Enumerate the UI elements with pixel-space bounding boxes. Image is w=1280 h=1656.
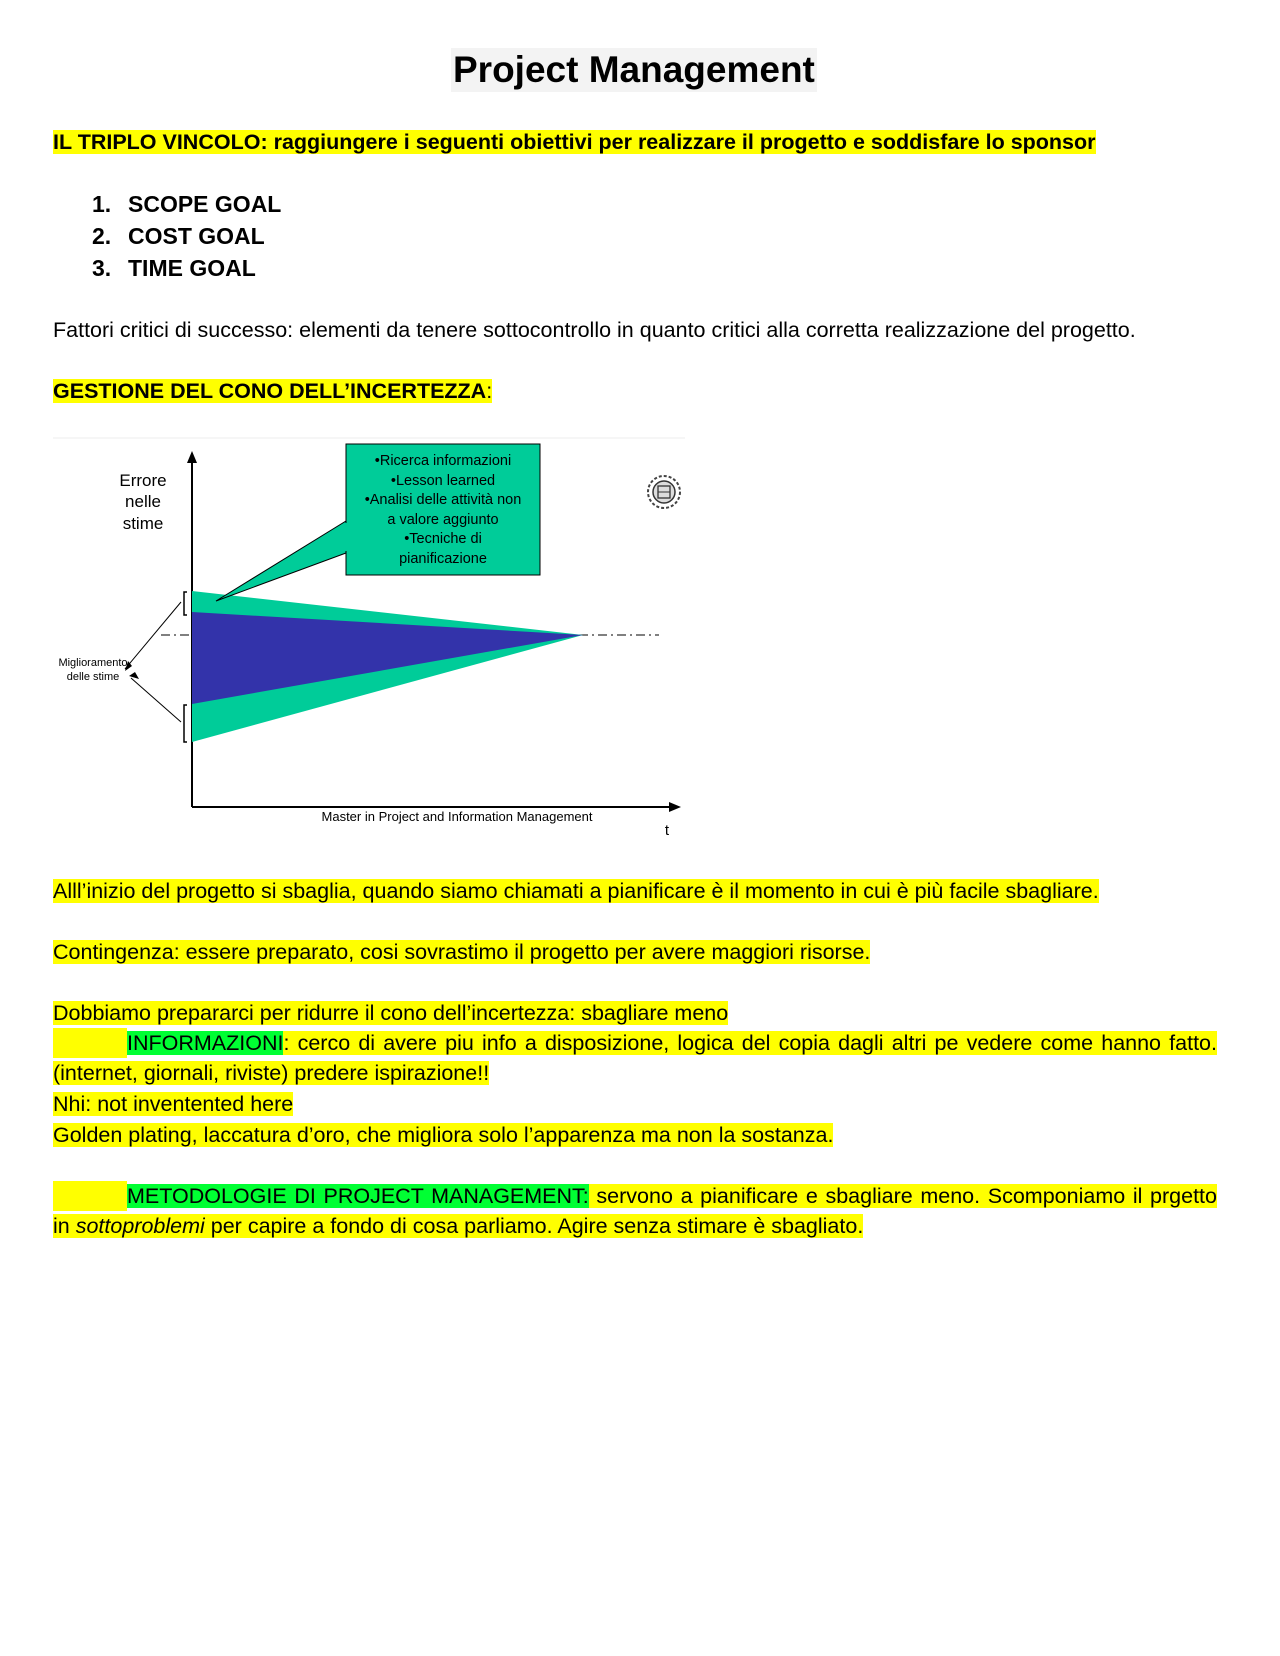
x-axis-label: t: [664, 822, 670, 839]
paragraph-contingenza: Contingenza: essere preparato, cosi sovrastimo il progetto per avere maggiori risorse.: [53, 940, 871, 964]
cone-heading: GESTIONE DEL CONO DELL’INCERTEZZA:: [53, 379, 493, 403]
university-seal-icon: [648, 476, 680, 508]
paragraph-dobbiamo: Dobbiamo prepararci per ridurre il cono dell’incertezza: sbagliare meno: [53, 1001, 729, 1025]
callout-line: a valore aggiunto: [387, 512, 499, 528]
callout-line: pianificazione: [399, 551, 487, 567]
critical-factors-paragraph: Fattori critici di successo: elementi da tenere sottocontrollo in quanto critici alla corretta realizzazione del progetto.: [53, 318, 1136, 342]
y-axis-label: stime: [122, 514, 164, 533]
goals-list: [92, 188, 281, 284]
y-axis-label: nelle: [125, 492, 161, 511]
list-item: 3. TIME GOAL: [92, 255, 256, 281]
left-label: delle stime: [66, 671, 120, 683]
top-bracket: [184, 592, 187, 615]
callout-line: •Ricerca informazioni: [374, 453, 512, 469]
y-axis-label: Errore: [119, 471, 167, 490]
x-axis-arrow: [669, 802, 681, 812]
paragraph-inizio: Alll’inizio del progetto si sbaglia, quando siamo chiamati a pianificare è il momento in cui è più facile sbagliare.: [53, 879, 1099, 903]
left-label: Miglioramento: [58, 657, 128, 669]
page-title: Project Management: [453, 49, 815, 90]
paragraph-golden: Golden plating, laccatura d’oro, che migliora solo l’apparenza ma non la sostanza.: [53, 1123, 834, 1147]
y-axis-arrow: [187, 451, 197, 463]
bottom-bracket: [184, 705, 187, 742]
triple-constraint-heading: [53, 127, 1096, 157]
list-item: 2. COST GOAL: [92, 223, 265, 249]
paragraph-metodologie: METODOLOGIE DI PROJECT MANAGEMENT: servono a pianificare e sbagliare meno. Scomponiamo il prgetto in sottoproblemi per capire a fondo di cosa parliamo. Agire senza stimare è sbagliato.: [53, 1181, 1217, 1241]
callout-line: •Analisi delle attività non: [364, 492, 522, 508]
list-item: 1. SCOPE GOAL: [92, 191, 282, 217]
paragraph-informazioni: INFORMAZIONI: cerco di avere piu info a disposizione, logica del copia dagli altri pe vedere come hanno fatto. (internet, giornali, riviste) predere ispirazione!!: [53, 1028, 1217, 1088]
x-axis-caption: Master in Project and Information Management: [321, 809, 593, 824]
paragraph-nhi: Nhi: not inventented here: [53, 1092, 294, 1116]
informazioni-label: INFORMAZIONI: [127, 1031, 284, 1055]
callout-line: •Lesson learned: [390, 473, 496, 489]
metodologie-label: METODOLOGIE DI PROJECT MANAGEMENT:: [127, 1184, 589, 1208]
inner-cone: [192, 612, 583, 704]
cone-heading-text: GESTIONE DEL CONO DELL’INCERTEZZA: [53, 379, 487, 403]
triple-constraint-text: IL TRIPLO VINCOLO: raggiungere i seguenti obiettivi per realizzare il progetto e soddisfare lo sponsor: [53, 130, 1096, 154]
callout-line: •Tecniche di: [404, 531, 482, 547]
callout-pointer: [216, 521, 346, 601]
cone-of-uncertainty-diagram: [53, 437, 685, 842]
